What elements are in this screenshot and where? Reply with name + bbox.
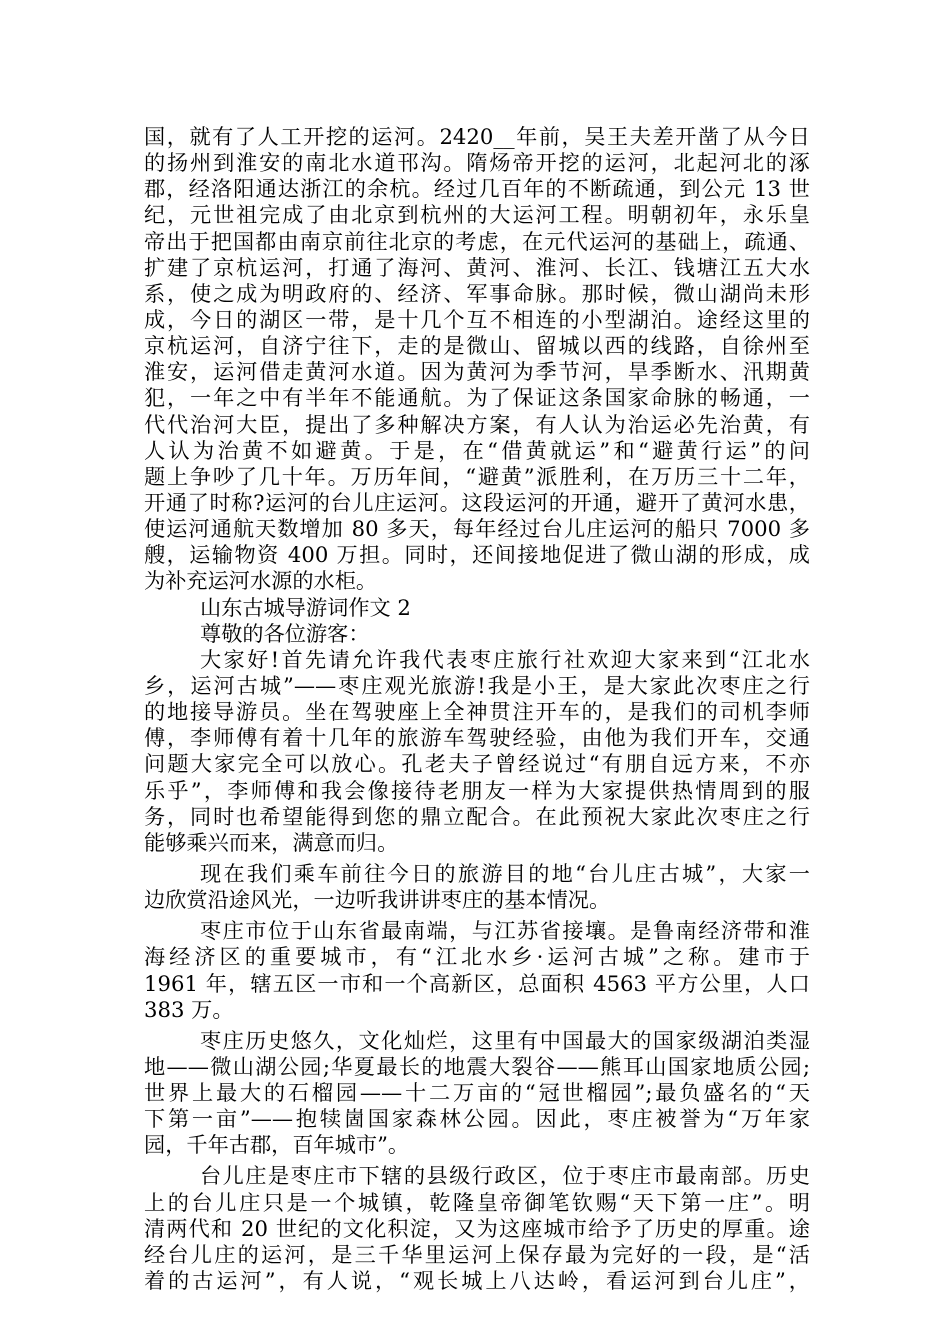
text-line: 枣庄市位于山东省最南端，与江苏省接壤。是鲁南经济带和淮 bbox=[200, 918, 810, 944]
text-line: 1961 年，辖五区一市和一个高新区，总面积 4563 平方公里，人口 bbox=[144, 970, 810, 996]
text-line: 乡，运河古城”——枣庄观光旅游!我是小王，是大家此次枣庄之行 bbox=[144, 672, 810, 698]
document-page bbox=[144, 124, 810, 1294]
text-line: 犯，一年之中有半年不能通航。为了保证这条国家命脉的畅通，一 bbox=[144, 385, 810, 411]
text-line: 淮安，运河借走黄河水道。因为黄河为季节河，旱季断水、汛期黄 bbox=[144, 359, 810, 385]
text-line: 的扬州到淮安的南北水道邗沟。隋炀帝开挖的运河，北起河北的涿 bbox=[144, 150, 810, 176]
text-line: 国，就有了人工开挖的运河。2420__年前，吴王夫差开凿了从今日 bbox=[144, 124, 810, 149]
text-line: 枣庄历史悠久，文化灿烂，这里有中国最大的国家级湖泊类湿 bbox=[200, 1027, 810, 1053]
text-line: 扩建了京杭运河，打通了海河、黄河、淮河、长江、钱塘江五大水 bbox=[144, 254, 810, 280]
text-line: 海经济区的重要城市，有“江北水乡·运河古城”之称。建市于 bbox=[144, 944, 810, 970]
text-line: 上的台儿庄只是一个城镇，乾隆皇帝御笔钦赐“天下第一庄”。明 bbox=[144, 1189, 810, 1215]
text-line: 台儿庄是枣庄市下辖的县级行政区，位于枣庄市最南部。历史 bbox=[200, 1163, 810, 1189]
text-line: 地——微山湖公园;华夏最长的地震大裂谷——熊耳山国家地质公园; bbox=[144, 1053, 810, 1079]
paragraph-history-culture bbox=[144, 1028, 810, 1159]
text-line: 下第一亩”——抱犊崮国家森林公园。因此，枣庄被誉为“万年家 bbox=[144, 1106, 810, 1132]
paragraph-city-overview bbox=[144, 918, 810, 1023]
text-line: 大家好!首先请允许我代表枣庄旅行社欢迎大家来到“江北水 bbox=[200, 646, 810, 672]
text-line: 京杭运河，自济宁往下，走的是微山、留城以西的线路，自徐州至 bbox=[144, 333, 810, 359]
text-line: 傅，李师傅有着十几年的旅游车驾驶经验，由他为我们开车，交通 bbox=[144, 725, 810, 751]
text-line: 着的古运河”，有人说，“观长城上八达岭，看运河到台儿庄”， bbox=[144, 1268, 810, 1294]
text-line: 边欣赏沿途风光，一边听我讲讲枣庄的基本情况。 bbox=[144, 887, 611, 913]
text-line: 艘，运输物资 400 万担。同时，还间接地促进了微山湖的形成，成 bbox=[144, 542, 810, 568]
text-line: 乐乎”，李师傅和我会像接待老朋友一样为大家提供热情周到的服 bbox=[144, 777, 810, 803]
greeting: 尊敬的各位游客： bbox=[200, 620, 370, 646]
text-line: 人认为治黄不如避黄。于是，在“借黄就运”和“避黄行运”的问 bbox=[144, 437, 810, 463]
text-line: 帝出于把国都由南京前往北京的考虑，在元代运河的基础上，疏通、 bbox=[144, 228, 810, 254]
text-line: 现在我们乘车前往今日的旅游目的地“台儿庄古城”，大家一 bbox=[200, 860, 810, 886]
paragraph-trip-intro bbox=[144, 861, 810, 913]
text-line: 园，千年古郡，百年城市”。 bbox=[144, 1132, 410, 1158]
text-line: 成，今日的湖区一带，是十几个互不相连的小型湖泊。途经这里的 bbox=[144, 306, 810, 332]
text-line: 为补充运河水源的水柜。 bbox=[144, 568, 378, 594]
section-heading: 山东古城导游词作文 2 bbox=[200, 594, 411, 620]
text-line: 世界上最大的石榴园——十二万亩的“冠世榴园”;最负盛名的“天 bbox=[144, 1080, 810, 1106]
text-line: 383 万。 bbox=[144, 996, 234, 1022]
text-line: 清两代和 20 世纪的文化积淀，又为这座城市给予了历史的厚重。途 bbox=[144, 1215, 810, 1241]
paragraph-taierzhuang bbox=[144, 1163, 810, 1294]
text-line: 问题大家完全可以放心。孔老夫子曾经说过“有朋自远方来，不亦 bbox=[144, 751, 810, 777]
text-line: 务，同时也希望能得到您的鼎立配合。在此预祝大家此次枣庄之行 bbox=[144, 803, 810, 829]
text-line: 开通了时称?运河的台儿庄运河。这段运河的开通，避开了黄河水患， bbox=[144, 489, 810, 515]
text-line: 的地接导游员。坐在驾驶座上全神贯注开车的，是我们的司机李师 bbox=[144, 699, 810, 725]
text-line: 经台儿庄的运河，是三千华里运河上保存最为完好的一段，是“活 bbox=[144, 1241, 810, 1267]
text-line: 使运河通航天数增加 80 多天，每年经过台儿庄运河的船只 7000 多 bbox=[144, 516, 810, 542]
text-line: 能够乘兴而来，满意而归。 bbox=[144, 829, 399, 855]
text-line: 郡，经洛阳通达浙江的余杭。经过几百年的不断疏通，到公元 13 世 bbox=[144, 176, 810, 202]
text-line: 纪，元世祖完成了由北京到杭州的大运河工程。明朝初年，永乐皇 bbox=[144, 202, 810, 228]
paragraph-canal-history bbox=[144, 124, 810, 595]
paragraph-welcome bbox=[144, 647, 810, 856]
text-line: 代代治河大臣，提出了多种解决方案，有人认为治运必先治黄，有 bbox=[144, 411, 810, 437]
text-line: 系，使之成为明政府的、经济、军事命脉。那时候，微山湖尚未形 bbox=[144, 280, 810, 306]
text-line: 题上争吵了几十年。万历年间，“避黄”派胜利，在万历三十二年， bbox=[144, 463, 810, 489]
